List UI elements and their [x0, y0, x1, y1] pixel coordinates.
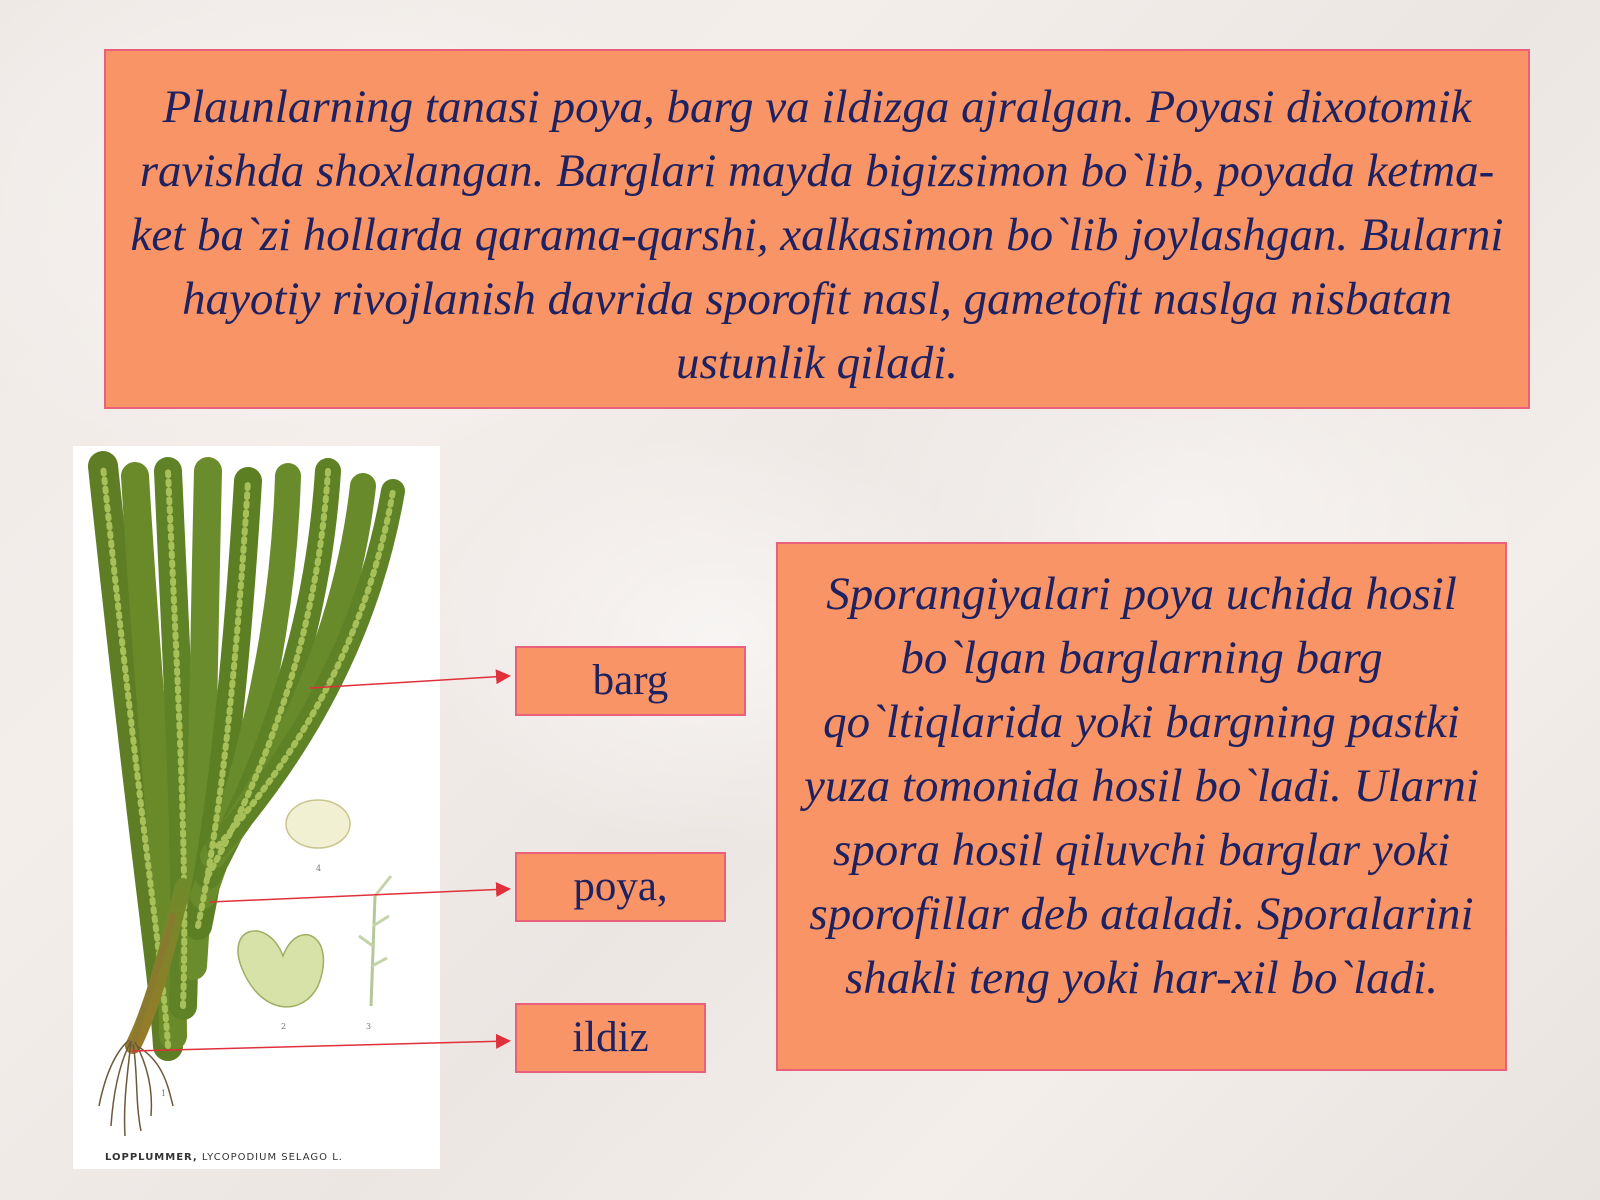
- label-barg-text: barg: [592, 657, 669, 704]
- description-box-right: [776, 542, 1507, 1071]
- svg-text:4: 4: [316, 864, 322, 873]
- label-barg: [515, 646, 746, 716]
- label-poya-text: poya,: [573, 863, 668, 910]
- sporangium-detail: [286, 800, 350, 848]
- svg-text:1: 1: [161, 1089, 167, 1098]
- label-ildiz: [515, 1003, 706, 1073]
- description-text-right: Sporangiyalari poya uchida hosil bo`lgan barglarning barg qo`ltiqlarida yoki bargning pastki yuza tomonida hosil bo`ladi. Ularni spora hosil qiluvchi barglar yoki sporofillar deb ataladi. Sporalarini shakli teng yoki har-xil bo`ladi.: [804, 568, 1479, 1004]
- svg-text:3: 3: [366, 1022, 372, 1031]
- svg-text:2: 2: [281, 1022, 287, 1031]
- illustration-caption: [105, 1152, 343, 1163]
- label-ildiz-text: ildiz: [572, 1014, 649, 1061]
- sporophyll-detail: [238, 931, 324, 1007]
- lycopodium-drawing: [73, 446, 440, 1169]
- description-box-top: [104, 49, 1530, 409]
- caption-common-name: LOPPLUMMER,: [105, 1152, 198, 1163]
- caption-latin-name: LYCOPODIUM SELAGO L.: [201, 1152, 343, 1163]
- plant-illustration: [73, 446, 440, 1169]
- description-text-top: Plaunlarning tanasi poya, barg va ildizga ajralgan. Poyasi dixotomik ravishda shoxlangan. Barglari mayda bigizsimon bo`lib, poyada ketma-ket ba`zi hollarda qarama-qarshi, xalkasimon bo`lib joylashgan. Bularni hayotiy rivojlanish davrida sporofit nasl, gametofit naslga nisbatan ustunlik qiladi.: [130, 81, 1504, 389]
- label-poya: [515, 852, 726, 922]
